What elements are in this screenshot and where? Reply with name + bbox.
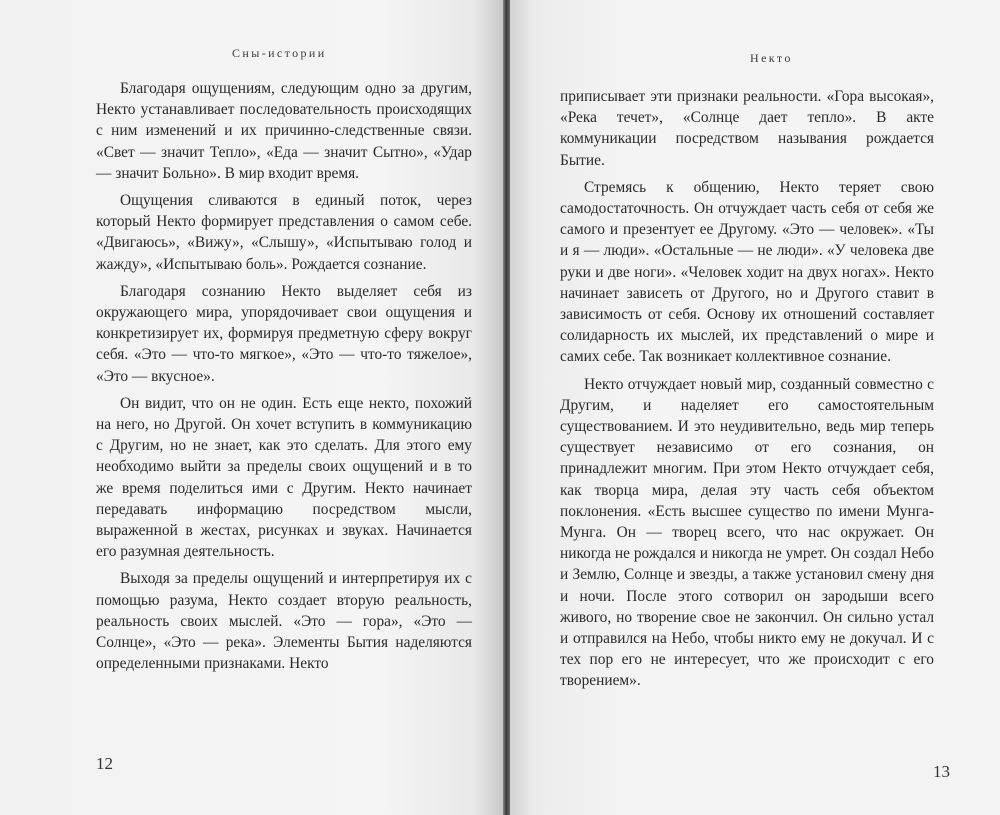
paragraph: Он видит, что он не один. Есть еще некто, похожий на него, но Другой. Он хочет вступить в коммуникацию с Другим, но не знает, как это сделать. Для этого ему необходимо выйти за пределы своих ощущений и в то же время поделиться ими с Другим. Некто начинает передавать информацию посредством мысли, выраженной в жестах, рисунках и звуках. Начинается его разумная деятельность. bbox=[96, 394, 472, 561]
page-number: 13 bbox=[933, 762, 950, 781]
running-head: Некто bbox=[750, 51, 793, 65]
body-text bbox=[96, 78, 472, 680]
body-text bbox=[560, 86, 934, 698]
paragraph: Выходя за пределы ощущений и интерпретируя их с помощью разума, Некто создает вторую реальность, реальность своих мыслей. «Это — гора», «Это — Солнце», «Это — река». Элементы Бытия наделяются определенными признаками. Некто bbox=[96, 570, 472, 673]
page-number: 12 bbox=[96, 754, 113, 773]
book-gutter bbox=[503, 0, 510, 815]
right-page bbox=[510, 0, 1000, 815]
paragraph: Стремясь к общению, Некто теряет свою самодостаточность. Он отчуждает часть себя от себя же самого и презентует ее Другому. «Это — человек». «Ты и я — люди». «Остальные — не люди». «У человека две руки и две ноги». «Человек ходит на двух ногах». Некто начинает зависеть от Другого, но и Другого ставит в зависимость от себя. Основу их отношений составляет солидарность их мыслей, их представлений о мире и самих себе. Так возникает коллективное сознание. bbox=[560, 178, 934, 366]
paragraph: Благодаря ощущениям, следующим одно за другим, Некто устанавливает последовательность происходящих с ним изменений и их причинно-следственные связи. «Свет — значит Тепло», «Еда — значит Сытно», «Удар — значит Больно». В мир входит время. bbox=[96, 80, 472, 182]
paragraph-continuation: приписывает эти признаки реальности. «Гора высокая», «Река течет», «Солнце дает тепло». В акте коммуникации посредством называния рождается Бытие. bbox=[560, 88, 934, 169]
paragraph: Ощущения сливаются в единый поток, через который Некто формирует представления о самом себе. «Двигаюсь», «Вижу», «Слышу», «Испытываю голод и жажду», «Испытываю боль». Рождается сознание. bbox=[96, 192, 472, 273]
paragraph: Некто отчуждает новый мир, созданный совместно с Другим, и наделяет его самостоятельным существованием. И это неудивительно, ведь мир теперь существует независимо от его сознания, он принадлежит многим. При этом Некто отчуждает себя, как творца мира, делая эту часть себя объектом поклонения. «Есть высшее существо по имени Мунга-Мунга. Он — творец всего, что нас окружает. Он никогда не рождался и никогда не умрет. Он создал Небо и Землю, Солнце и звезды, а также установил смену дня и ночи. После этого сотворил он зародыши всего живого, но творение свое не закончил. Он сильно устал и отправился на Небо, чтобы никто ему не докучал. И с тех пор его не интересует, что же происходит с его творением». bbox=[560, 375, 934, 690]
paragraph: Благодаря сознанию Некто выделяет себя из окружающего мира, упорядочивает свои ощущения и конкретизирует их, формируя предметную сферу вокруг себя. «Это — что-то мягкое», «Это — что-то тяжелое», «Это — вкусное». bbox=[96, 282, 472, 385]
running-head: Сны-истории bbox=[232, 46, 327, 60]
